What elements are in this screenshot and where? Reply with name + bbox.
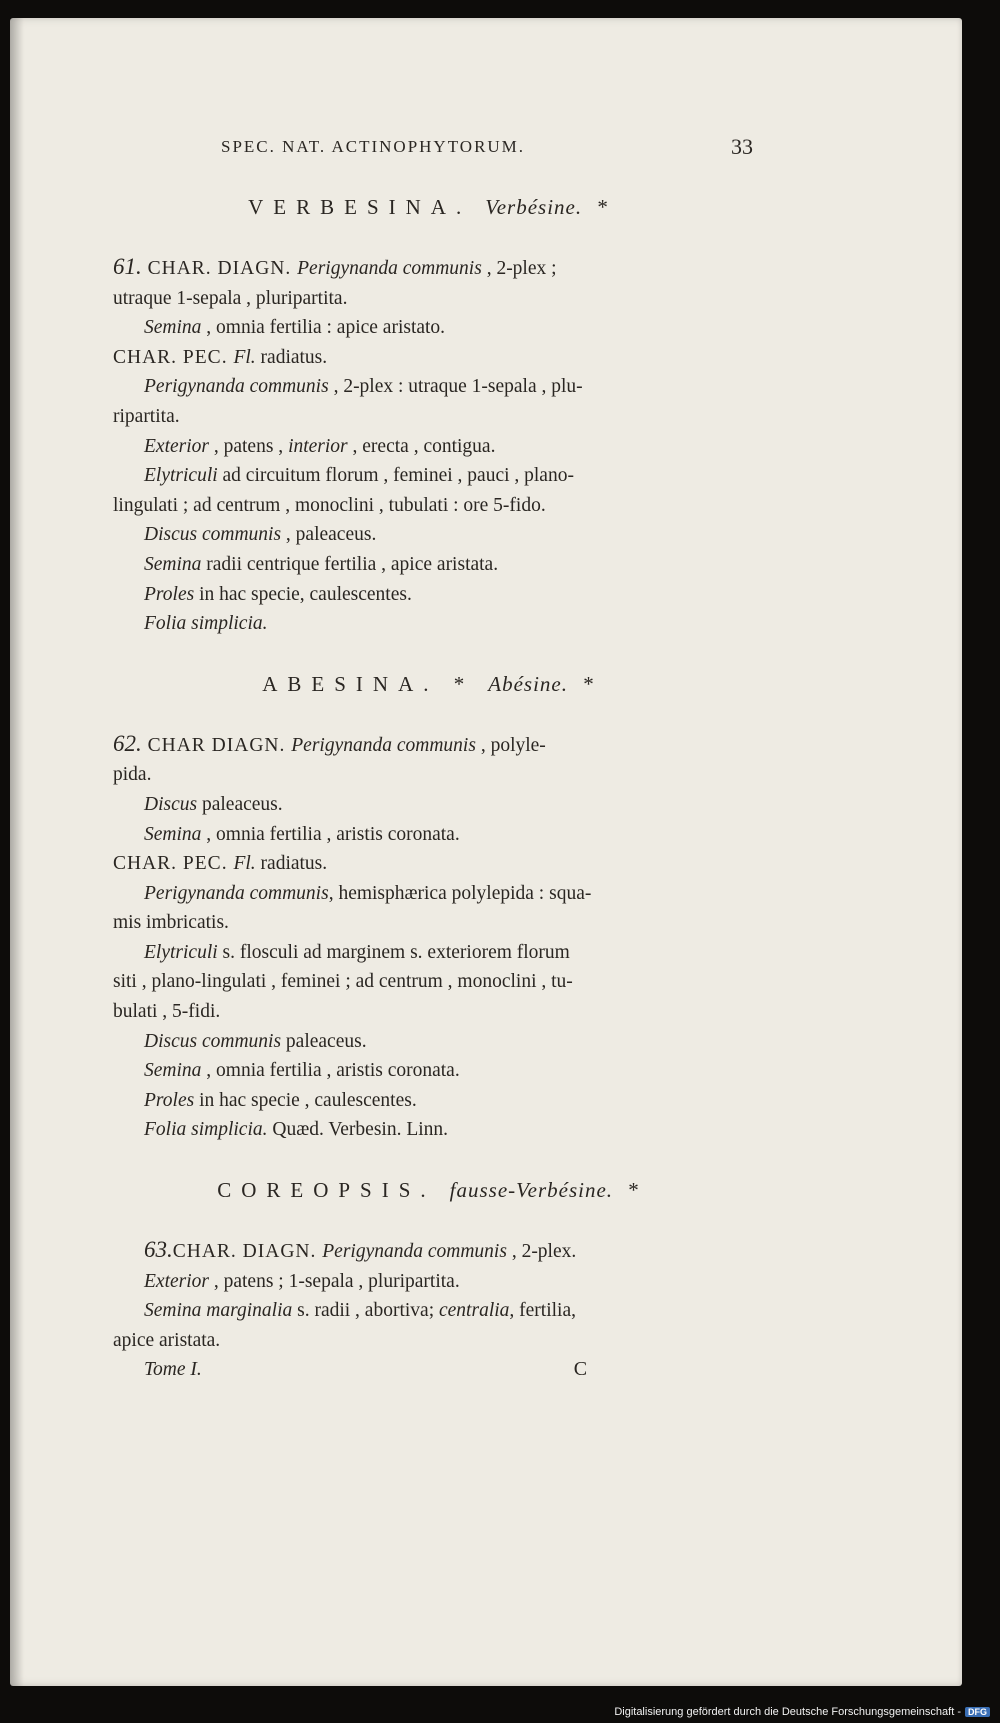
text-line: Elytriculi s. flosculi ad marginem s. exteriorem florum [144, 941, 570, 963]
vernacular-name: Abésine. [488, 671, 568, 696]
text-line: Semina , omnia fertilia , aristis coronata. [144, 1060, 460, 1082]
running-head-title: SPEC. NAT. ACTINOPHYTORUM. [221, 137, 526, 156]
genus-heading: COREOPSIS. fausse-Verbésine. * [217, 1178, 649, 1203]
text-line: CHAR. PEC. Fl. radiatus. [113, 853, 328, 875]
text-line: Folia simplicia. [144, 613, 268, 635]
page-text [113, 132, 753, 1385]
text-line: Perigynanda communis , 2-plex : utraque 1-sepala , plu- [144, 376, 583, 398]
text-line: Proles in hac specie , caulescentes. [144, 1089, 417, 1111]
text-line: apice aristata. [113, 1329, 221, 1351]
genus-heading: VERBESINA. Verbésine. * [248, 195, 618, 219]
digitization-footer [614, 1706, 990, 1718]
text-line: Perigynanda communis, hemisphærica polylepida : squa- [144, 882, 592, 904]
text-line: Discus communis paleaceus. [144, 1030, 367, 1052]
genus-heading: ABESINA. * Abésine. * [262, 671, 604, 696]
vernacular-name: fausse-Verbésine. [449, 1178, 614, 1203]
text-line: Exterior , patens ; 1-sepala , pluripartita. [144, 1270, 460, 1292]
text-line: bulati , 5-fidi. [113, 1001, 221, 1023]
text-line: mis imbricatis. [113, 912, 229, 934]
text-line: Semina marginalia s. radii , abortiva; centralia, fertilia, [144, 1300, 576, 1322]
text-line: 62. CHAR DIAGN. Perigynanda communis , polyle- [113, 730, 546, 756]
text-line: Semina , omnia fertilia : apice aristato. [144, 317, 446, 339]
text-line: 61. CHAR. DIAGN. Perigynanda communis , 2-plex ; [113, 254, 557, 279]
signature-line [113, 1355, 753, 1385]
text-line: Semina , omnia fertilia , aristis coronata. [144, 823, 460, 845]
text-line: siti , plano-lingulati , feminei ; ad centrum , monoclini , tu- [113, 971, 573, 993]
dfg-logo-icon: DFG [965, 1707, 990, 1717]
signature-mark: C [573, 1358, 588, 1381]
text-line: pida. [113, 764, 152, 786]
text-line: Folia simplicia. Quæd. Verbesin. Linn. [144, 1119, 449, 1141]
text-line: Exterior , patens , interior , erecta , contigua. [144, 435, 496, 457]
text-line: 63.CHAR. DIAGN. Perigynanda communis , 2-plex. [144, 1237, 577, 1263]
text-line: Discus communis , paleaceus. [144, 524, 377, 546]
page-gutter-shadow [10, 18, 24, 1686]
tome-label: Tome I. [144, 1359, 202, 1381]
text-line: Proles in hac specie, caulescentes. [144, 583, 412, 605]
page-number: 33 [731, 134, 753, 159]
text-line: Semina radii centrique fertilia , apice aristata. [144, 553, 499, 575]
running-head [113, 132, 753, 162]
vernacular-name: Verbésine. [485, 195, 583, 219]
text-line: CHAR. PEC. Fl. radiatus. [113, 346, 328, 368]
text-line: Discus paleaceus. [144, 793, 283, 815]
text-line: utraque 1-sepala , pluripartita. [113, 287, 348, 309]
text-line: lingulati ; ad centrum , monoclini , tubulati : ore 5-fido. [113, 494, 546, 516]
text-line: ripartita. [113, 405, 180, 427]
text-line: Elytriculi ad circuitum florum , feminei , pauci , plano- [144, 465, 574, 487]
funding-credit: Digitalisierung gefördert durch die Deutsche Forschungsgemeinschaft - [614, 1706, 961, 1718]
